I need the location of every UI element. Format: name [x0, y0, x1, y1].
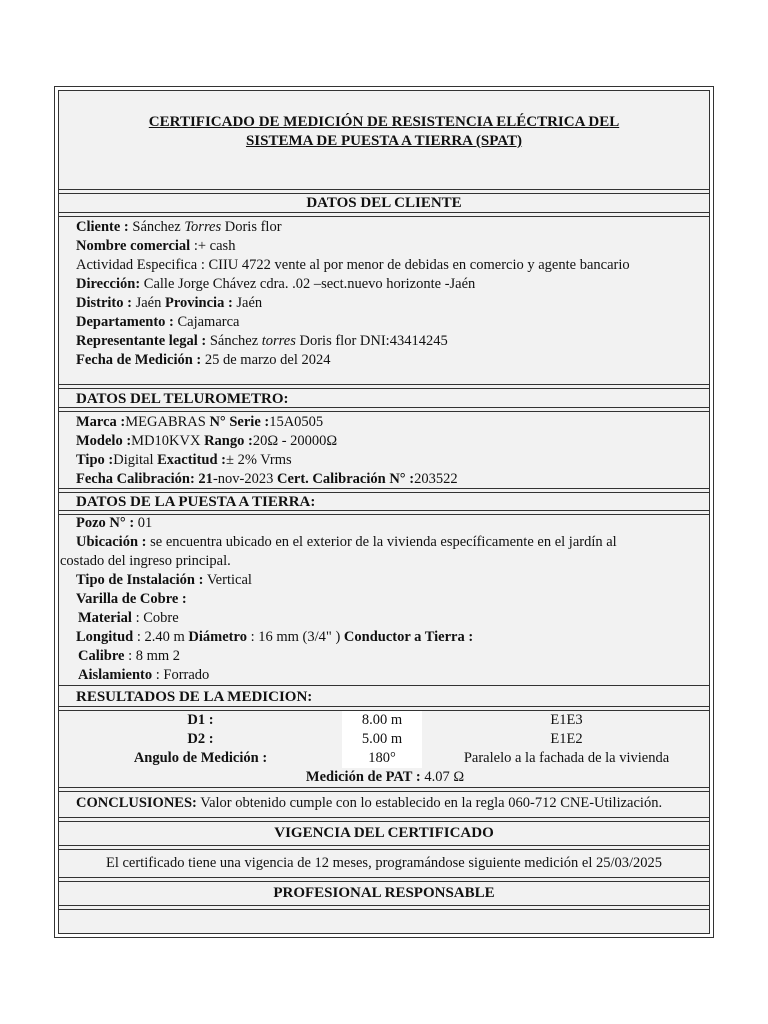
- nombre-value: :+ cash: [190, 238, 236, 254]
- departamento-label: Departamento :: [76, 314, 174, 330]
- pozo-row: [76, 515, 152, 532]
- pozo-label: Pozo N° :: [76, 515, 135, 531]
- distrito-value: Jaén: [131, 295, 165, 311]
- conclusiones-label: CONCLUSIONES:: [76, 795, 197, 811]
- table-row: [59, 711, 711, 730]
- diametro-value: : 16 mm (3/4" ): [246, 629, 344, 645]
- rango-label: Rango :: [204, 433, 253, 449]
- conclusiones-value: Valor obtenido cumple con lo establecido en la regla 060-712 CNE-Utilización.: [196, 795, 663, 811]
- cert-calibracion-label: Cert. Calibración N° :: [276, 471, 415, 487]
- varilla-row: [76, 591, 187, 608]
- result-extra: E1E3: [550, 712, 583, 728]
- result-value: 180°: [342, 749, 422, 768]
- marca-value: MEGABRAS: [125, 414, 210, 430]
- modelo-value: MD10KVX: [131, 433, 205, 449]
- pozo-value: 01: [134, 515, 153, 531]
- marca-label: Marca :: [76, 414, 126, 430]
- fecha-medicion-row: [76, 352, 331, 369]
- aislamiento-label: Aislamiento: [78, 667, 153, 683]
- result-value: 5.00 m: [342, 730, 422, 749]
- section-heading-puesta: DATOS DE LA PUESTA A TIERRA:: [76, 494, 316, 510]
- tipo-instalacion-row: [76, 572, 252, 589]
- tipo-label: Tipo :: [76, 452, 114, 468]
- longitud-value: : 2.40 m: [133, 629, 189, 645]
- fecha-medicion-value: 25 de marzo del 2024: [201, 352, 331, 368]
- actividad-value: : CIIU 4722 vente al por menor de debidas en comercio y agente bancario: [197, 257, 630, 273]
- material-value: : Cobre: [131, 610, 179, 626]
- divider: [59, 407, 709, 412]
- distrito-row: [76, 295, 262, 312]
- calibre-row: [78, 648, 180, 665]
- vigencia-text: El certificado tiene una vigencia de 12 meses, programándose siguiente medición el 25/03/2025: [105, 855, 663, 871]
- departamento-value: Cajamarca: [173, 314, 240, 330]
- fecha-medicion-label: Fecha de Medición :: [76, 352, 202, 368]
- ubicacion-row: [76, 534, 617, 551]
- table-row: [59, 768, 711, 787]
- provincia-value: Jaén: [232, 295, 263, 311]
- fecha-calibracion-value: -nov-2023: [212, 471, 277, 487]
- table-row: [59, 749, 711, 768]
- nombre-label: Nombre comercial: [76, 238, 191, 254]
- aislamiento-value: : Forrado: [152, 667, 210, 683]
- material-row: [78, 610, 179, 627]
- representante-value-b: torres: [261, 333, 296, 349]
- representante-row: [76, 333, 448, 350]
- section-heading-telurometro: DATOS DEL TELUROMETRO:: [76, 391, 289, 407]
- divider: [59, 488, 709, 493]
- nombre-comercial-row: [76, 238, 235, 255]
- rango-value: 20Ω - 20000Ω: [252, 433, 338, 449]
- diametro-label: Diámetro: [188, 629, 247, 645]
- result-extra: E1E2: [550, 731, 583, 747]
- conclusiones-row: [76, 795, 662, 812]
- direccion-label: Dirección:: [76, 276, 141, 292]
- direccion-row: [76, 276, 475, 293]
- actividad-row: [76, 257, 630, 274]
- calibracion-row: [76, 471, 458, 488]
- tipo-instalacion-label: Tipo de Instalación :: [76, 572, 204, 588]
- actividad-label: Actividad Especifica: [76, 257, 198, 273]
- section-heading-profesional: PROFESIONAL RESPONSABLE: [273, 885, 495, 901]
- tipo-instalacion-value: Vertical: [203, 572, 252, 588]
- modelo-row: [76, 433, 337, 450]
- pat-value: 4.07 Ω: [420, 769, 465, 785]
- cliente-row: [76, 219, 282, 236]
- ubicacion-cont-row: costado del ingreso principal.: [60, 553, 231, 569]
- certificate-body: [58, 90, 710, 934]
- result-label: Angulo de Medición :: [133, 750, 268, 766]
- divider: [59, 685, 709, 686]
- pat-result: [59, 768, 711, 787]
- certificate-title: [59, 113, 709, 151]
- varilla-label: Varilla de Cobre :: [76, 591, 187, 607]
- resultados-table: [59, 711, 711, 787]
- direccion-value: Calle Jorge Chávez cdra. .02 –sect.nuevo horizonte -Jaén: [140, 276, 476, 292]
- marca-row: [76, 414, 323, 431]
- divider: [59, 817, 709, 822]
- title-line-2: SISTEMA DE PUESTA A TIERRA (SPAT): [245, 133, 523, 149]
- distrito-label: Distrito :: [76, 295, 132, 311]
- longitud-row: [76, 629, 473, 646]
- calibre-label: Calibre: [78, 648, 125, 664]
- serie-label: N° Serie :: [209, 414, 270, 430]
- material-label: Material: [78, 610, 132, 626]
- result-label: D2 :: [187, 731, 214, 747]
- result-label: D1 :: [187, 712, 214, 728]
- serie-value: 15A0505: [269, 414, 324, 430]
- certificate-frame: [54, 86, 714, 938]
- divider: [59, 845, 709, 850]
- departamento-row: [76, 314, 239, 331]
- result-value: 8.00 m: [342, 711, 422, 730]
- provincia-label: Provincia :: [164, 295, 233, 311]
- table-row: [59, 730, 711, 749]
- divider: [59, 384, 709, 389]
- tipo-value: Digital: [113, 452, 158, 468]
- cert-calibracion-value: 203522: [414, 471, 458, 487]
- divider: [59, 510, 709, 515]
- representante-value-a: Sánchez: [206, 333, 262, 349]
- aislamiento-row: [78, 667, 209, 684]
- exactitud-label: Exactitud :: [157, 452, 226, 468]
- pat-label: Medición de PAT :: [305, 769, 421, 785]
- conductor-label: Conductor a Tierra :: [343, 629, 474, 645]
- divider: [59, 189, 709, 194]
- modelo-label: Modelo :: [76, 433, 132, 449]
- divider: [59, 787, 709, 792]
- section-heading-resultados: RESULTADOS DE LA MEDICION:: [76, 689, 313, 705]
- tipo-row: [76, 452, 292, 469]
- cliente-label: Cliente :: [76, 219, 129, 235]
- representante-value-c: Doris flor DNI:43414245: [295, 333, 448, 349]
- ubicacion-value: se encuentra ubicado en el exterior de la vivienda específicamente en el jardín al: [146, 534, 617, 550]
- divider: [59, 212, 709, 217]
- cliente-value-c: Doris flor: [221, 219, 282, 235]
- longitud-label: Longitud: [76, 629, 134, 645]
- exactitud-value: ± 2% Vrms: [226, 452, 292, 468]
- representante-label: Representante legal :: [76, 333, 207, 349]
- ubicacion-label: Ubicación :: [76, 534, 147, 550]
- fecha-calibracion-label: Fecha Calibración: 21: [76, 471, 213, 487]
- divider: [59, 877, 709, 882]
- section-heading-vigencia: VIGENCIA DEL CERTIFICADO: [274, 825, 494, 841]
- section-heading-cliente: DATOS DEL CLIENTE: [306, 195, 462, 211]
- title-line-1: CERTIFICADO DE MEDICIÓN DE RESISTENCIA ELÉCTRICA DEL: [148, 114, 620, 130]
- divider: [59, 905, 709, 910]
- cliente-value-b: Torres: [184, 219, 222, 235]
- result-extra: Paralelo a la fachada de la vivienda: [463, 750, 670, 766]
- cliente-value-a: Sánchez: [128, 219, 185, 235]
- calibre-value: : 8 mm 2: [124, 648, 181, 664]
